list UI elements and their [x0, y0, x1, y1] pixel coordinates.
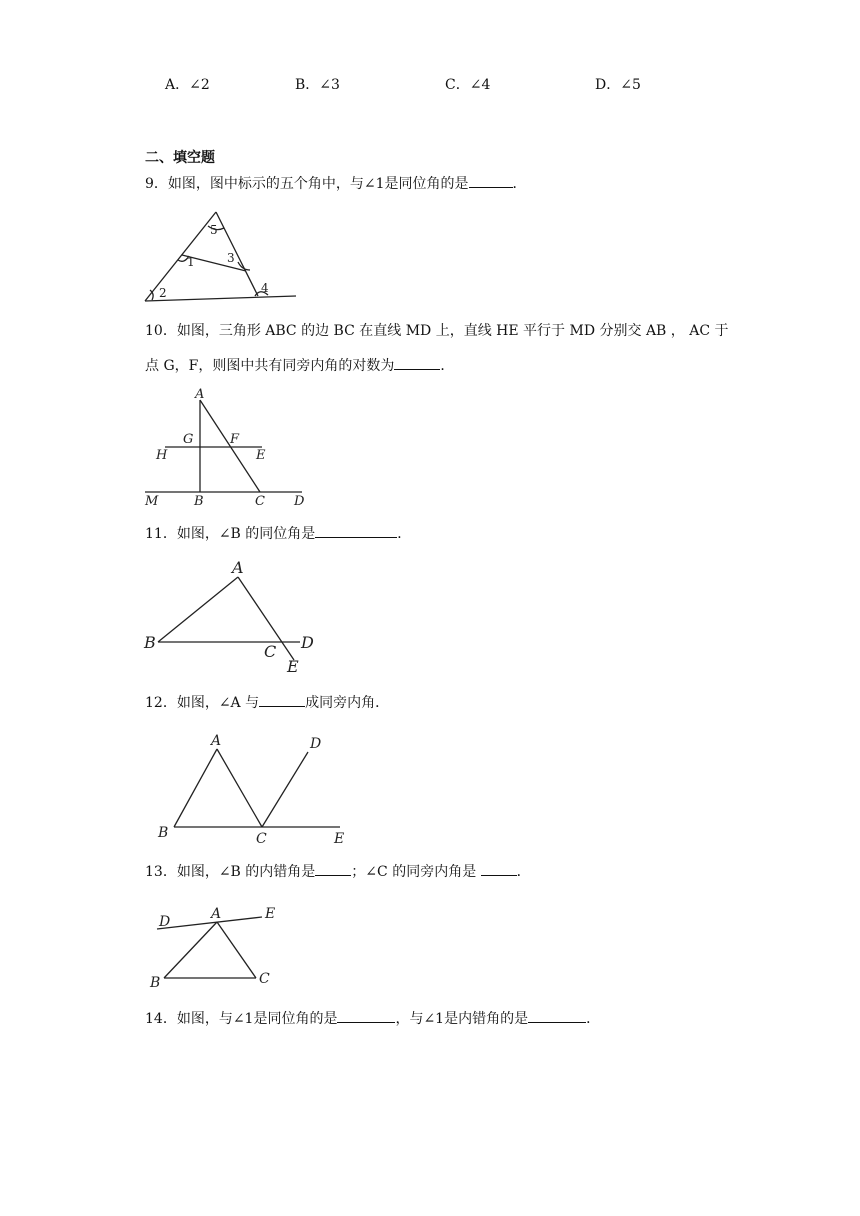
question-14: 14．如图，与∠1是同位角的是 ，与∠1是内错角的是 ．: [145, 1008, 600, 1029]
point-label: H: [156, 448, 168, 463]
point-label: E: [287, 657, 299, 676]
point-label: C: [264, 642, 277, 661]
point-label: E: [256, 448, 266, 463]
question-10-line1: 10．如图，三角形 ABC 的边 BC 在直线 MD 上，直线 HE 平行于 MD 分别交 AB ， AC 于: [145, 323, 729, 339]
point-label: C: [256, 831, 267, 847]
question-10-line2: 点 G，F，则图中共有同旁内角的对数为 ．: [145, 355, 454, 376]
point-label: B: [144, 633, 156, 652]
point-label: B: [194, 494, 204, 509]
angle-label: 1: [187, 255, 195, 269]
point-label: A: [211, 906, 222, 922]
point-label: B: [150, 975, 161, 991]
point-label: E: [265, 906, 276, 922]
point-label: C: [255, 494, 265, 509]
point-label: F: [230, 432, 240, 447]
point-label: D: [294, 494, 305, 509]
point-label: A: [211, 733, 222, 749]
answer-blank[interactable]: [337, 1008, 395, 1023]
angle-label: 3: [227, 251, 235, 265]
question-11: 11．如图，∠B 的同位角是 ．: [145, 523, 411, 544]
point-label: D: [159, 914, 171, 930]
question-13: 13．如图，∠B 的内错角是 ；∠C 的同旁内角是 ．: [145, 861, 531, 882]
angle-label: 5: [210, 223, 218, 237]
point-label: D: [301, 633, 314, 652]
angle-label: 2: [159, 286, 167, 300]
section-title: 二、填空题: [145, 150, 215, 166]
point-label: A: [195, 387, 205, 402]
option-d[interactable]: D．∠5: [595, 77, 641, 93]
point-label: E: [334, 831, 345, 847]
angle-label: 4: [261, 281, 269, 295]
question-12: 12．如图，∠A 与 成同旁内角．: [145, 692, 389, 713]
option-a[interactable]: A．∠2: [165, 77, 210, 93]
answer-blank[interactable]: [528, 1008, 586, 1023]
point-label: A: [232, 558, 244, 577]
point-label: D: [310, 736, 322, 752]
option-c[interactable]: C．∠4: [445, 77, 491, 93]
question-9: 9．如图，图中标示的五个角中，与∠1是同位角的是 ．: [145, 173, 527, 194]
point-label: M: [145, 494, 159, 509]
point-label: B: [158, 825, 169, 841]
point-label: G: [183, 432, 194, 447]
point-label: C: [259, 971, 270, 987]
option-b[interactable]: B．∠3: [295, 77, 340, 93]
